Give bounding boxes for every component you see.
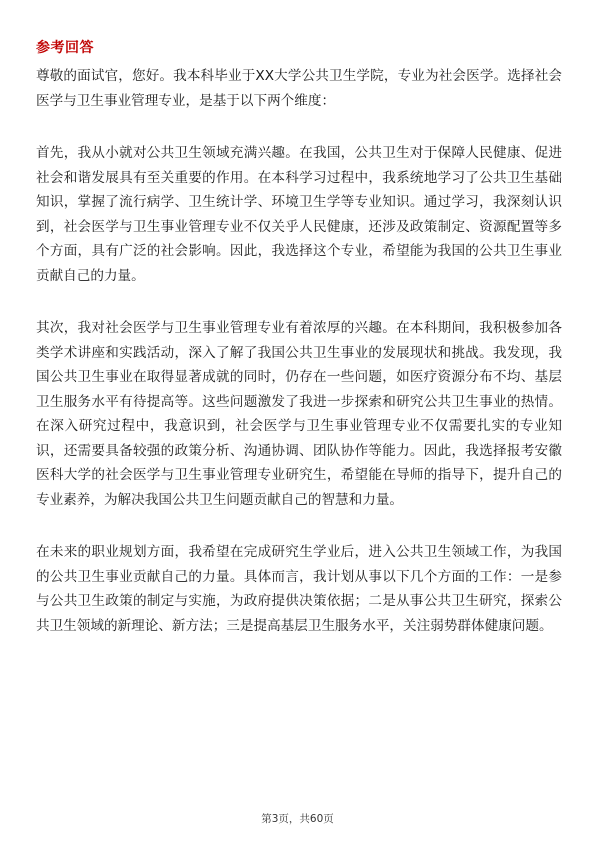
paragraph-career-plan: 在未来的职业规划方面，我希望在完成研究生学业后，进入公共卫生领域工作，为我国的公共卫生事业贡献自己的力量。具体而言，我计划从事以下几个方面的工作：一是参与公共卫生政策的制定与实施，为政府提供决策依据；二是从事公共卫生研究，探索公共卫生领域的新理论、新方法；三是提高基层卫生服务水平，关注弱势群体健康问题。 — [36, 544, 562, 634]
answer-body — [36, 64, 562, 666]
paragraph-intro: 尊敬的面试官，您好。我本科毕业于XX大学公共卫生学院，专业为社会医学。选择社会医学与卫生事业管理专业，是基于以下两个维度： — [36, 68, 562, 109]
paragraph-second-reason: 其次，我对社会医学与卫生事业管理专业有着浓厚的兴趣。在本科期间，我积极参加各类学术讲座和实践活动，深入了解了我国公共卫生事业的发展现状和挑战。我发现，我国公共卫生事业在取得显著成就的同时，仍存在一些问题，如医疗资源分布不均、基层卫生服务水平有待提高等。这些问题激发了我进一步探索和研究公共卫生事业的热情。在深入研究过程中，我意识到，社会医学与卫生事业管理专业不仅需要扎实的专业知识，还需要具备较强的政策分析、沟通协调、团队协作等能力。因此，我选择报考安徽医科大学的社会医学与卫生事业管理专业研究生，希望能在导师的指导下，提升自己的专业素养，为解决我国公共卫生问题贡献自己的智慧和力量。 — [36, 320, 562, 508]
paragraph-first-reason: 首先，我从小就对公共卫生领域充满兴趣。在我国，公共卫生对于保障人民健康、促进社会和谐发展具有至关重要的作用。在本科学习过程中，我系统地学习了公共卫生基础知识，掌握了流行病学、卫生统计学、环境卫生学等专业知识。通过学习，我深刻认识到，社会医学与卫生事业管理专业不仅关乎人民健康，还涉及政策制定、资源配置等多个方面，具有广泛的社会影响。因此，我选择这个专业，希望能为我国的公共卫生事业贡献自己的力量。 — [36, 145, 562, 284]
section-heading: 参考回答 — [36, 40, 94, 56]
page-number-footer: 第3页，共60页 — [261, 813, 334, 825]
